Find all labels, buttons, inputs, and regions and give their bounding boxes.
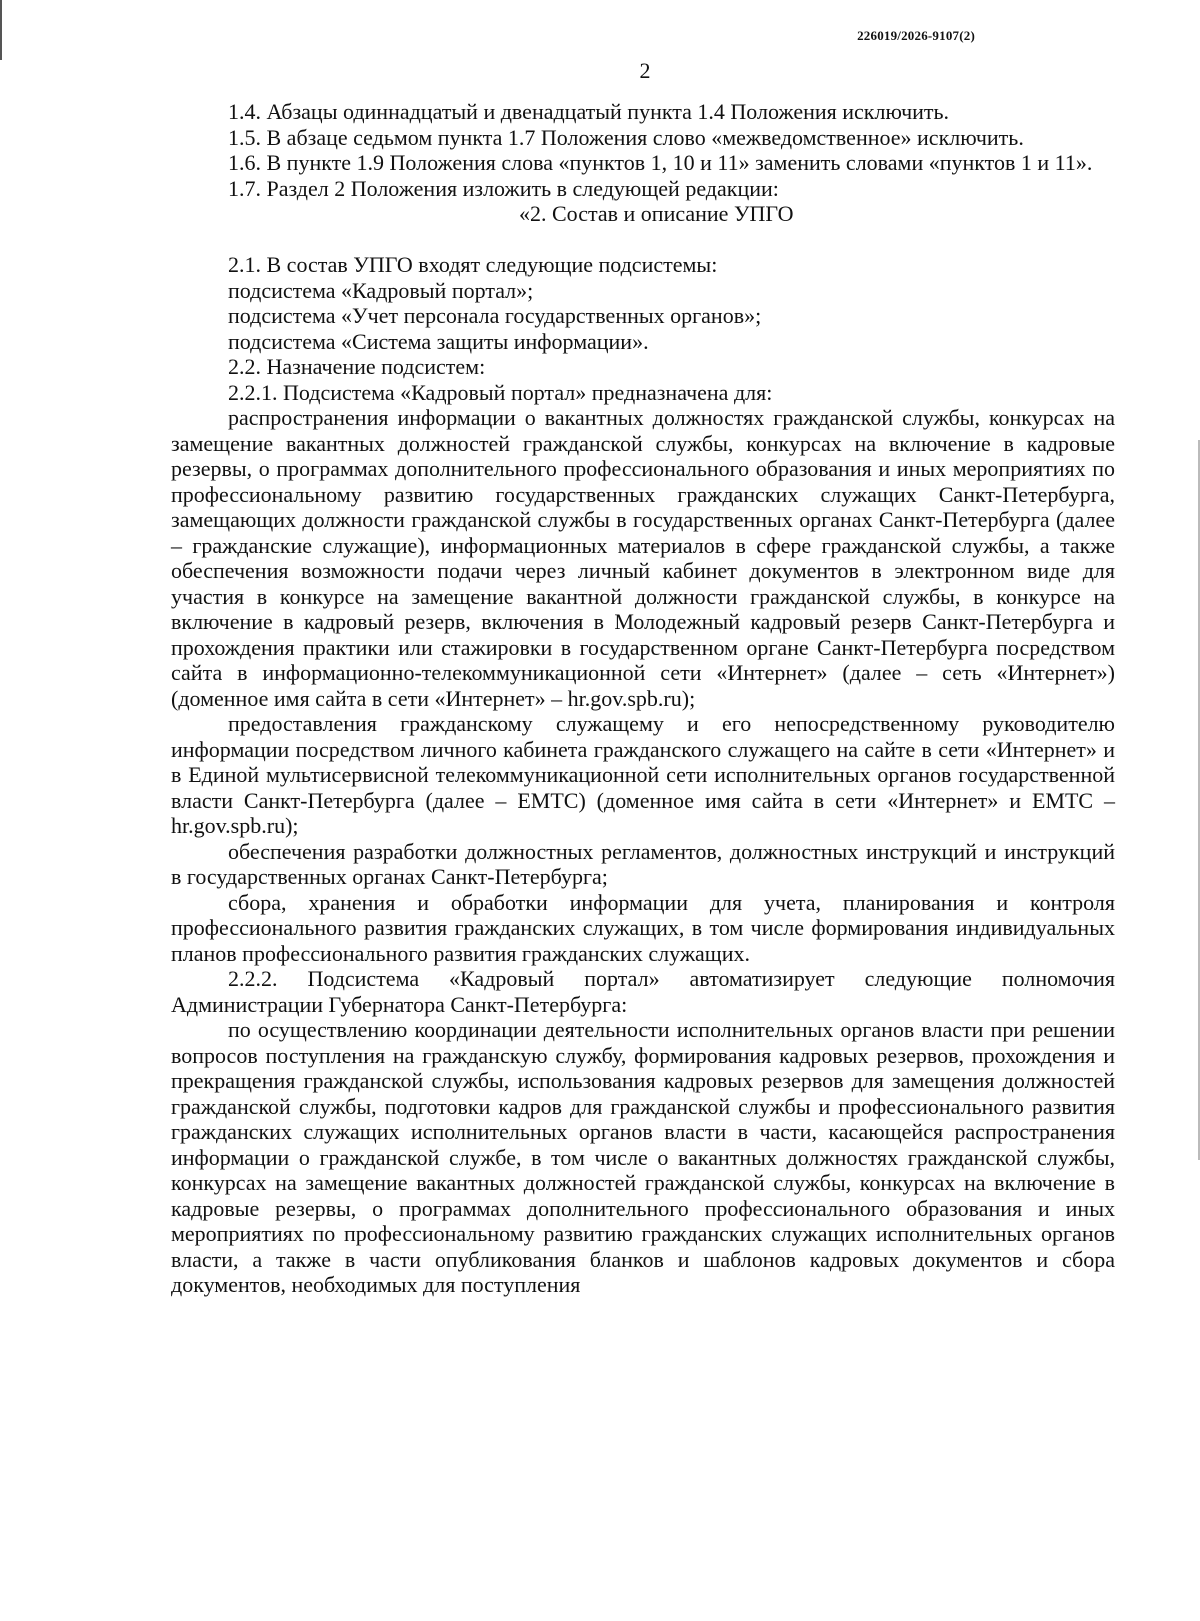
registration-number: 226019/2026-9107(2) bbox=[857, 28, 975, 43]
paragraph-1-6: 1.6. В пункте 1.9 Положения слова «пунктов 1, 10 и 11» заменить словами «пунктов 1 и 11». bbox=[228, 150, 1093, 175]
list-item: подсистема «Учет персонала государственных органов»; bbox=[228, 303, 762, 328]
paragraph: сбора, хранения и обработки информации для учета, планирования и контроля профессионального развития гражданских служащих, в том числе формирования индивидуальных планов профессионального развития гражданских служащих. bbox=[171, 889, 1115, 966]
paragraph: по осуществлению координации деятельности исполнительных органов власти при решении вопросов поступления на гражданскую службу, формирования кадровых резервов, прохождения и прекращения гражданской службы, использования кадровых резервов для замещения должностей гражданской службы, подготовки кадров для гражданской службы и профессионального развития гражданских служащих исполнительных органов власти в части, касающейся распространения информации о гражданской службе, в том числе о вакантных должностях гражданской службы, конкурсах на замещение вакантных должностей гражданской службы, конкурсах на включение в кадровые резервы, о программах дополнительного профессионального образования и иных мероприятиях по профессиональному развитию гражданских служащих исполнительных органов власти, а также в части опубликования бланков и шаблонов кадровых документов и сбора документов, необходимых для поступления bbox=[171, 1017, 1115, 1297]
paragraph-2-2: 2.2. Назначение подсистем: bbox=[228, 354, 486, 379]
paragraph-2-2-1: 2.2.1. Подсистема «Кадровый портал» предназначена для: bbox=[228, 379, 773, 405]
paragraph-1-4: 1.4. Абзацы одиннадцатый и двенадцатый пункта 1.4 Положения исключить. bbox=[228, 99, 950, 124]
list-item: подсистема «Кадровый портал»; bbox=[228, 277, 534, 303]
paragraph-1-7: 1.7. Раздел 2 Положения изложить в следующей редакции: bbox=[228, 175, 779, 201]
document-body bbox=[171, 99, 1115, 1298]
list-item: подсистема «Система защиты информации». bbox=[228, 328, 649, 354]
section-heading: «2. Состав и описание УПГО bbox=[519, 201, 794, 226]
paragraph-1-5: 1.5. В абзаце седьмом пункта 1.7 Положения слово «межведомственное» исключить. bbox=[228, 124, 1024, 150]
paragraph: распространения информации о вакантных должностях гражданской службы, конкурсах на замещение вакантных должностей гражданской службы, конкурсах на включение в кадровые резервы, о программах дополнительного профессионального образования и иных мероприятиях по профессиональному развитию государственных гражданских служащих Санкт-Петербурга, замещающих должности гражданской службы в государственных органах Санкт-Петербурга (далее – гражданские служащие), информационных материалов в сфере гражданской службы, а также обеспечения возможности подачи через личный кабинет документов в электронном виде для участия в конкурсе на замещение вакантной должности гражданской службы, в конкурсе на включение в кадровый резерв, включения в Молодежный кадровый резерв Санкт-Петербурга и прохождения практики или стажировки в государственном органе Санкт-Петербурга посредством сайта в информационно-телекоммуникационной сети «Интернет» (далее – сеть «Интернет») (доменное имя сайта в сети «Интернет» – hr.gov.spb.ru); bbox=[171, 405, 1115, 711]
paragraph-2-1: 2.1. В состав УПГО входят следующие подсистемы: bbox=[228, 252, 718, 277]
paragraph: обеспечения разработки должностных регламентов, должностных инструкций и инструкций в государственных органах Санкт-Петербурга; bbox=[171, 838, 1115, 889]
page-number: 2 bbox=[639, 58, 651, 83]
scan-edge-mark bbox=[0, 0, 2, 60]
paragraph: предоставления гражданскому служащему и его непосредственному руководителю информации посредством личного кабинета гражданского служащего на сайте в сети «Интернет» и в Единой мультисервисной телекоммуникационной сети исполнительных органов государственной власти Санкт-Петербурга (далее – ЕМТС) (доменное имя сайта в сети «Интернет» и ЕМТС – hr.gov.spb.ru); bbox=[171, 711, 1115, 838]
paragraph-2-2-2: 2.2.2. Подсистема «Кадровый портал» автоматизирует следующие полномочия Администрации Губернатора Санкт-Петербурга: bbox=[171, 966, 1115, 1017]
